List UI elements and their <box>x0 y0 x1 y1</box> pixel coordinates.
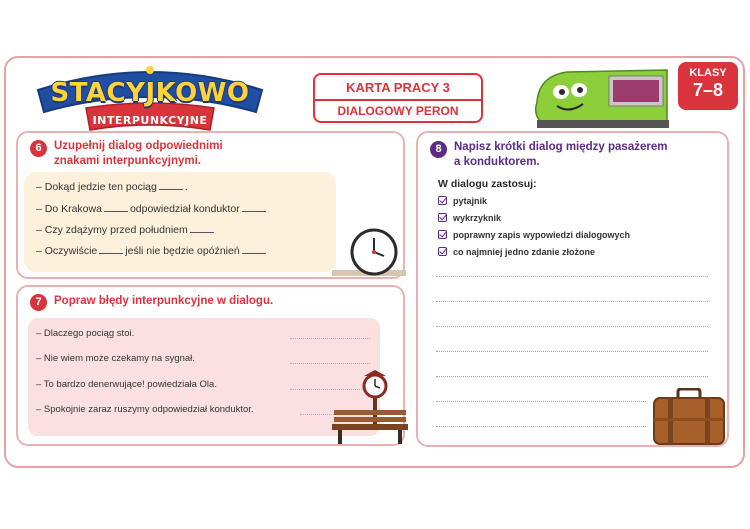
task-7-line-1: – Dlaczego pociąg stoi. <box>36 328 135 339</box>
requirement-item: pytajnik <box>438 196 487 206</box>
task-6-number: 6 <box>30 140 47 157</box>
requirement-item: wykrzyknik <box>438 213 501 223</box>
logo-subtitle: INTERPUNKCYJNE <box>92 114 208 127</box>
task-6-line-3: – Czy zdążymy przed południem <box>36 224 216 236</box>
train-illustration <box>527 62 677 132</box>
class-badge-value: 7–8 <box>692 80 724 100</box>
card-title: KARTA PRACY 3 <box>346 80 450 95</box>
requirement-item: co najmniej jedno zdanie złożone <box>438 247 595 257</box>
blank-field[interactable] <box>242 203 266 212</box>
task-8-title-line1: Napisz krótki dialog między pasażerem <box>454 141 668 153</box>
class-badge <box>678 62 738 110</box>
blank-field[interactable] <box>159 181 183 190</box>
logo-title: STACYJKOWO <box>50 78 250 108</box>
task-6-line-2: – Do Krakowa odpowiedział konduktor <box>36 203 268 215</box>
clock-icon <box>330 228 408 278</box>
task-8-title-line2: a konduktorem. <box>454 156 540 168</box>
answer-line[interactable] <box>290 338 370 339</box>
writing-line[interactable] <box>436 326 708 327</box>
answer-line[interactable] <box>290 363 370 364</box>
class-badge-label: KLASY <box>689 67 727 79</box>
task-6-title-line1: Uzupełnij dialog odpowiednimi <box>54 140 223 152</box>
task-7-title: Popraw błędy interpunkcyjne w dialogu. <box>54 295 274 307</box>
blank-field[interactable] <box>190 224 214 233</box>
checkbox-icon <box>438 213 447 222</box>
writing-line[interactable] <box>436 351 708 352</box>
blank-field[interactable] <box>242 245 266 254</box>
writing-line[interactable] <box>436 276 708 277</box>
card-title-box <box>313 73 483 123</box>
task-7-line-2: – Nie wiem może czekamy na sygnał. <box>36 353 195 364</box>
writing-line[interactable] <box>436 401 646 402</box>
writing-line[interactable] <box>436 301 708 302</box>
checkbox-icon <box>438 247 447 256</box>
apply-label: W dialogu zastosuj: <box>438 178 537 190</box>
logo <box>30 60 270 134</box>
task-6-line-1: – Dokąd jedzie ten pociąg . <box>36 181 188 193</box>
card-subtitle: DIALOGOWY PERON <box>337 104 459 118</box>
writing-line[interactable] <box>436 376 708 377</box>
writing-line[interactable] <box>436 426 646 427</box>
checkbox-icon <box>438 196 447 205</box>
requirement-item: poprawny zapis wypowiedzi dialogowych <box>438 230 630 240</box>
task-7-line-3: – To bardzo denerwujące! powiedziała Ola. <box>36 379 217 390</box>
blank-field[interactable] <box>99 245 123 254</box>
task-7-line-4: – Spokojnie zaraz ruszymy odpowiedział konduktor. <box>36 404 254 415</box>
task-7-number: 7 <box>30 294 47 311</box>
task-6-line-4: – Oczywiście jeśli nie będzie opóźnień <box>36 245 268 257</box>
checkbox-icon <box>438 230 447 239</box>
task-6-title-line2: znakami interpunkcyjnymi. <box>54 155 201 167</box>
task-8-number: 8 <box>430 141 447 158</box>
bench-icon <box>330 368 410 446</box>
suitcase-icon <box>650 388 728 446</box>
blank-field[interactable] <box>104 203 128 212</box>
